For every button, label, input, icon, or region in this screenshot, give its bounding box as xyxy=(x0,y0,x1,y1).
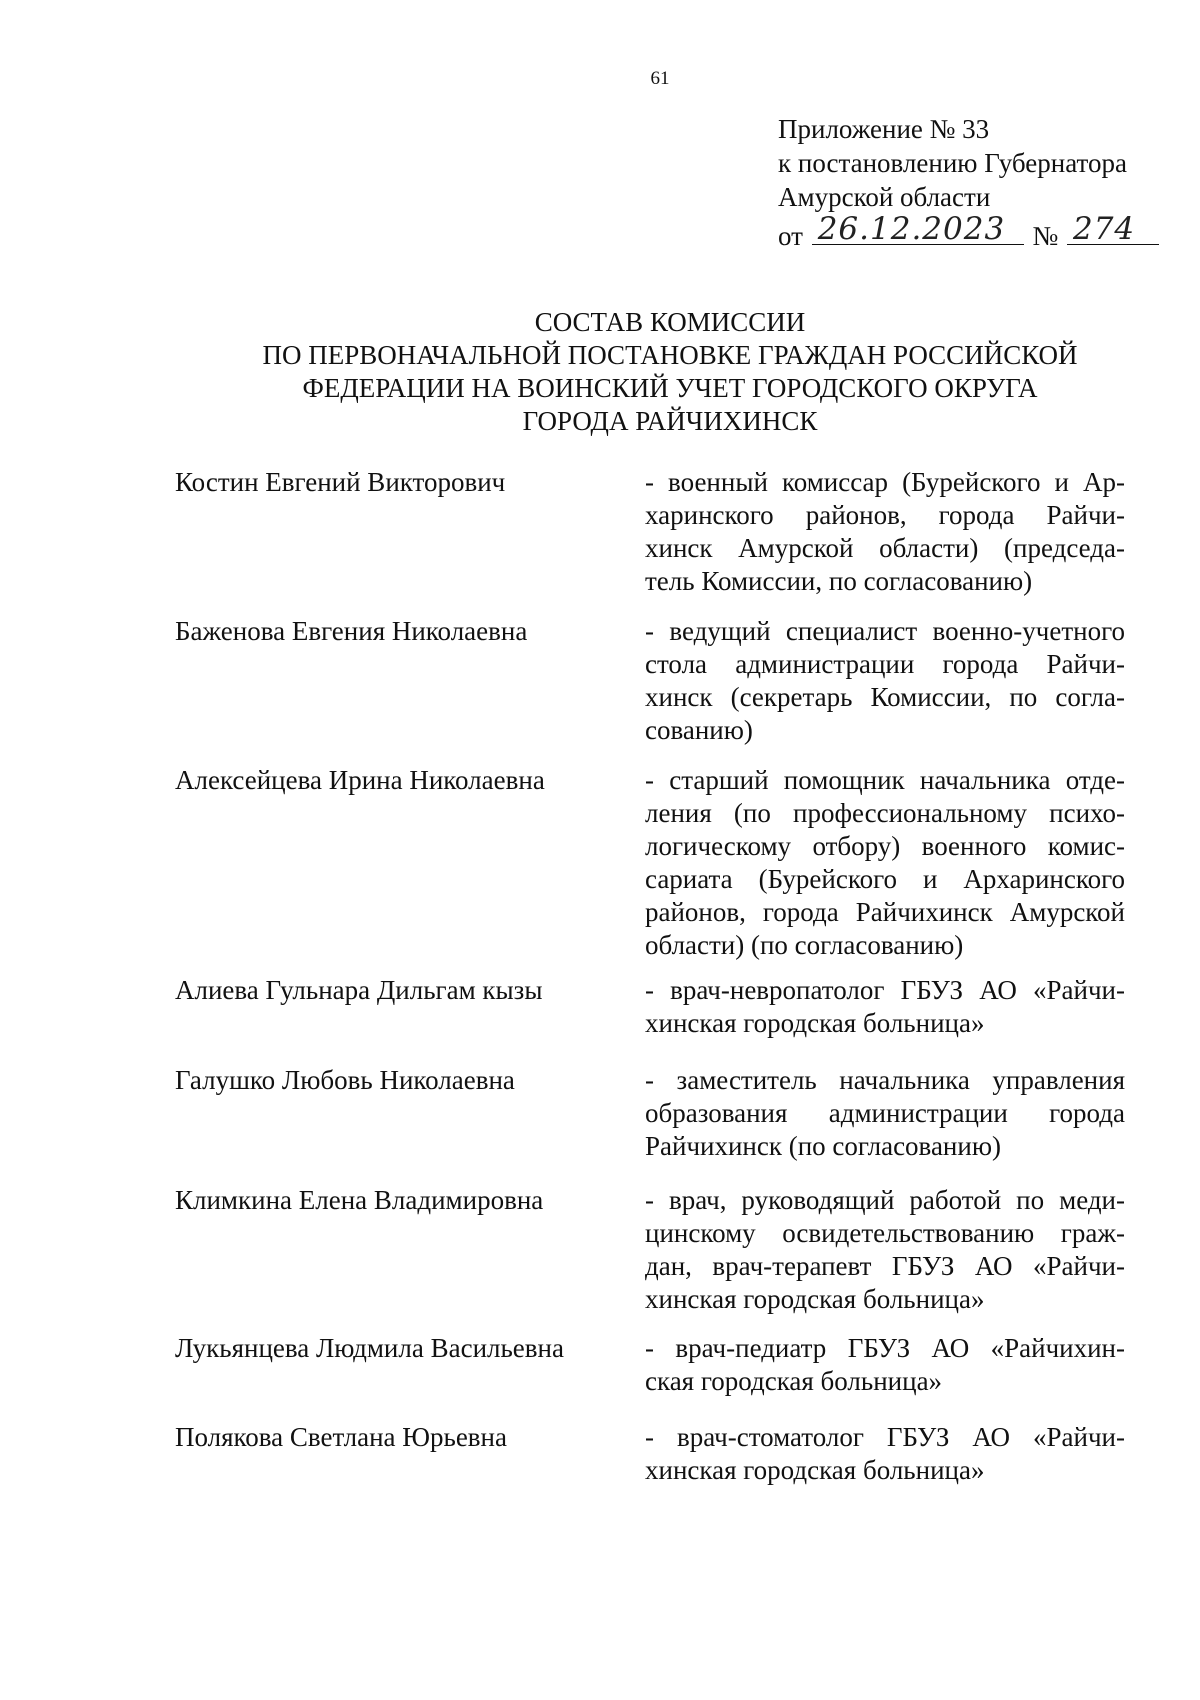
date-field xyxy=(812,211,1024,247)
member-name: Климкина Елена Владимировна xyxy=(175,1185,544,1215)
member-role-line: - врач-невропатолог ГБУЗ АО «Райчи- xyxy=(645,975,1125,1005)
member-row xyxy=(175,1064,1125,1163)
page-number: 61 xyxy=(650,68,670,89)
member-role-line: хинская городская больница» xyxy=(645,1284,985,1314)
member-role-line: - врач-стоматолог ГБУЗ АО «Райчи- xyxy=(645,1422,1125,1452)
member-role-line: - врач-педиатр ГБУЗ АО «Райчихин- xyxy=(645,1333,1125,1363)
member-role xyxy=(645,615,1125,747)
member-name: Баженова Евгения Николаевна xyxy=(175,616,528,646)
member-role xyxy=(645,1421,1125,1487)
member-name: Полякова Светлана Юрьевна xyxy=(175,1422,507,1452)
title-line: ГОРОДА РАЙЧИХИНСК xyxy=(522,406,818,436)
member-role-line: - военный комиссар (Бурейского и Ар- xyxy=(645,467,1125,497)
member-role-line: - старший помощник начальника отде- xyxy=(645,765,1125,795)
appendix-line-3: Амурской области xyxy=(778,182,991,212)
member-name: Галушко Любовь Николаевна xyxy=(175,1065,515,1095)
member-role-line: хинская городская больница» xyxy=(645,1455,985,1485)
member-role-line: Райчихинск (по согласованию) xyxy=(645,1131,1001,1161)
member-row xyxy=(175,974,1125,1040)
member-role-line: области) (по согласованию) xyxy=(645,930,964,960)
member-role xyxy=(645,764,1125,962)
member-row xyxy=(175,764,1125,962)
handwritten-date: 26.12.2023 xyxy=(817,211,1006,247)
member-role-line: - заместитель начальника управления xyxy=(645,1065,1125,1095)
member-role xyxy=(645,1064,1125,1163)
member-role-line: районов, города Райчихинск Амурской xyxy=(645,897,1125,927)
member-role-line: - ведущий специалист военно-учетного xyxy=(645,616,1125,646)
member-name: Алиева Гульнара Дильгам кызы xyxy=(175,975,543,1005)
member-role-line: - врач, руководящий работой по меди- xyxy=(645,1185,1125,1215)
title-line: ФЕДЕРАЦИИ НА ВОИНСКИЙ УЧЕТ ГОРОДСКОГО ОКРУГА xyxy=(302,373,1038,403)
date-prefix: от xyxy=(778,221,803,251)
member-role-line: сованию) xyxy=(645,715,753,745)
title-line: СОСТАВ КОМИССИИ xyxy=(534,307,806,337)
member-role-line: хинск (секретарь Комиссии, по согла- xyxy=(645,682,1125,712)
member-role-line: хинск Амурской области) (председа- xyxy=(645,533,1125,563)
member-name: Алексейцева Ирина Николаевна xyxy=(175,765,545,795)
member-role-line: ления (по профессиональному психо- xyxy=(645,798,1125,828)
appendix-line-2: к постановлению Губернатора xyxy=(778,148,1127,178)
member-role-line: стола администрации города Райчи- xyxy=(645,649,1125,679)
member-role-line: логическому отбору) военного комис- xyxy=(645,831,1125,861)
member-role xyxy=(645,974,1125,1040)
member-role-line: хинская городская больница» xyxy=(645,1008,985,1038)
member-role xyxy=(645,1332,1125,1398)
member-row xyxy=(175,1184,1125,1316)
appendix-line-1: Приложение № 33 xyxy=(778,114,990,144)
member-name: Костин Евгений Викторович xyxy=(175,467,506,497)
member-row xyxy=(175,1332,1125,1398)
member-row xyxy=(175,615,1125,747)
member-role-line: ская городская больница» xyxy=(645,1366,943,1396)
appendix-header xyxy=(778,112,1161,253)
member-name: Лукьянцева Людмила Васильевна xyxy=(175,1333,564,1363)
member-role xyxy=(645,1184,1125,1316)
member-role-line: дан, врач-терапевт ГБУЗ АО «Райчи- xyxy=(645,1251,1125,1281)
member-role-line: сариата (Бурейского и Архаринского xyxy=(645,864,1125,894)
title-line: ПО ПЕРВОНАЧАЛЬНОЙ ПОСТАНОВКЕ ГРАЖДАН РОССИЙСКОЙ xyxy=(262,340,1078,370)
document-title xyxy=(100,306,1200,438)
member-row xyxy=(175,1421,1125,1487)
number-field xyxy=(1067,211,1159,247)
member-role xyxy=(645,466,1125,598)
member-role-line: образования администрации города xyxy=(645,1098,1125,1128)
appendix-date-line xyxy=(778,211,1161,253)
number-label: № xyxy=(1032,221,1059,251)
member-role-line: цинскому освидетельствованию граж- xyxy=(645,1218,1125,1248)
handwritten-number: 274 xyxy=(1072,211,1136,247)
member-role-line: харинского районов, города Райчи- xyxy=(645,500,1125,530)
member-row xyxy=(175,466,1125,598)
member-role-line: тель Комиссии, по согласованию) xyxy=(645,566,1033,596)
